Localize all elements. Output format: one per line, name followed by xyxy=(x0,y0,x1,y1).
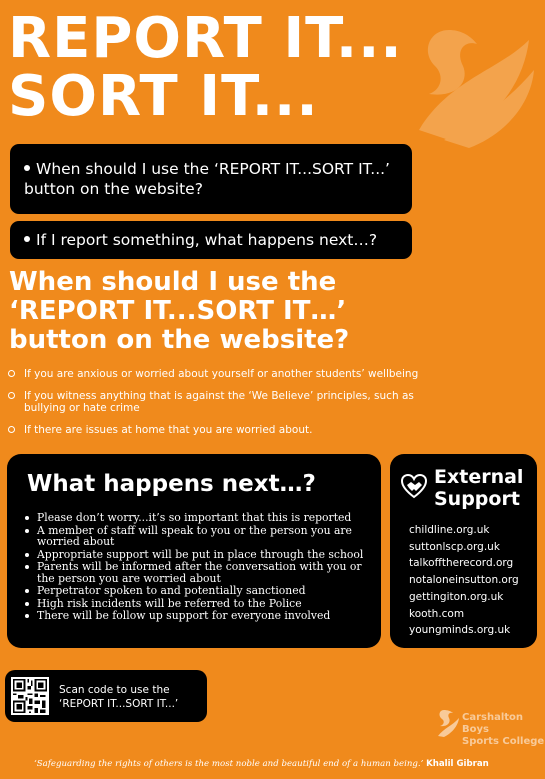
title-line-1: REPORT IT... xyxy=(8,6,403,71)
quote-text: ‘Safeguarding the rights of others is the most noble and beautiful end of a human being.’ xyxy=(34,759,424,769)
question-box-when[interactable] xyxy=(10,144,412,214)
next-step-item: Perpetrator spoken to and potentially sanctioned xyxy=(25,585,370,597)
ring-bullet-icon xyxy=(8,392,15,399)
criteria-item xyxy=(8,368,448,380)
ring-bullet-icon xyxy=(8,370,15,377)
section-heading-line-1: When should I use the xyxy=(9,267,337,297)
next-step-item: Appropriate support will be put in place through the school xyxy=(25,549,370,561)
support-link[interactable]: talkofftherecord.org xyxy=(409,557,514,570)
external-support-heading xyxy=(434,466,523,510)
scan-line-2: ‘REPORT IT...SORT IT...’ xyxy=(59,698,179,710)
page-title xyxy=(8,6,403,129)
swan-watermark-icon xyxy=(389,10,539,160)
handshake-heart-icon xyxy=(400,472,428,500)
bullet-icon xyxy=(24,236,30,242)
support-link[interactable]: notaloneinsutton.org xyxy=(409,574,519,587)
support-link[interactable]: youngminds.org.uk xyxy=(409,624,511,637)
external-support-panel xyxy=(390,454,537,648)
question-when-text: When should I use the ‘REPORT IT...SORT IT...’ button on the website? xyxy=(24,160,390,198)
section-heading-line-3: button on the website? xyxy=(9,325,350,355)
what-happens-next-heading: What happens next…? xyxy=(27,471,316,497)
support-heading-line-1: External xyxy=(434,466,524,488)
qr-code-icon[interactable] xyxy=(11,677,49,715)
question-box-next[interactable] xyxy=(10,221,412,259)
school-logo xyxy=(436,706,545,746)
section-heading xyxy=(9,268,429,355)
next-step-item: There will be follow up support for everyone involved xyxy=(25,610,370,622)
criteria-item xyxy=(8,424,448,436)
next-steps-list xyxy=(25,512,370,623)
support-heading-line-2: Support xyxy=(434,488,520,510)
support-link[interactable]: suttonlscp.org.uk xyxy=(409,540,500,553)
logo-line-1: Carshalton Boys xyxy=(462,712,524,735)
support-link[interactable]: gettingiton.org.uk xyxy=(409,590,504,603)
what-happens-next-panel xyxy=(7,454,381,648)
scan-line-1: Scan code to use the xyxy=(59,684,170,696)
criteria-text: If you witness anything that is against the ‘We Believe’ principles, such as bullying or hate crime xyxy=(24,390,414,414)
scan-code-text xyxy=(59,683,178,711)
next-step-item: A member of staff will speak to you or the person you are worried about xyxy=(25,525,370,548)
criteria-text: If there are issues at home that you are worried about. xyxy=(24,424,313,436)
criteria-list xyxy=(8,368,448,446)
logo-line-2: Sports College xyxy=(462,736,545,747)
next-step-item: High risk incidents will be referred to the Police xyxy=(25,598,370,610)
title-line-2: SORT IT... xyxy=(8,64,319,129)
scan-code-box[interactable] xyxy=(5,670,207,722)
section-heading-line-2: ‘REPORT IT...SORT IT…’ xyxy=(9,296,347,326)
support-link[interactable]: kooth.com xyxy=(409,607,465,620)
support-links-list xyxy=(409,522,519,639)
bullet-icon xyxy=(24,165,30,171)
criteria-item xyxy=(8,390,448,414)
next-step-item: Parents will be informed after the conversation with you or the person you are worried about xyxy=(25,561,370,584)
criteria-text: If you are anxious or worried about yourself or another students’ wellbeing xyxy=(24,368,419,380)
question-next-text: If I report something, what happens next…? xyxy=(36,231,378,249)
support-link[interactable]: childline.org.uk xyxy=(409,524,490,536)
ring-bullet-icon xyxy=(8,426,15,433)
footer-quote xyxy=(34,759,489,769)
swan-logo-icon xyxy=(436,708,460,738)
next-step-item: Please don’t worry...it’s so important that this is reported xyxy=(25,512,370,524)
quote-author: Khalil Gibran xyxy=(426,759,489,769)
